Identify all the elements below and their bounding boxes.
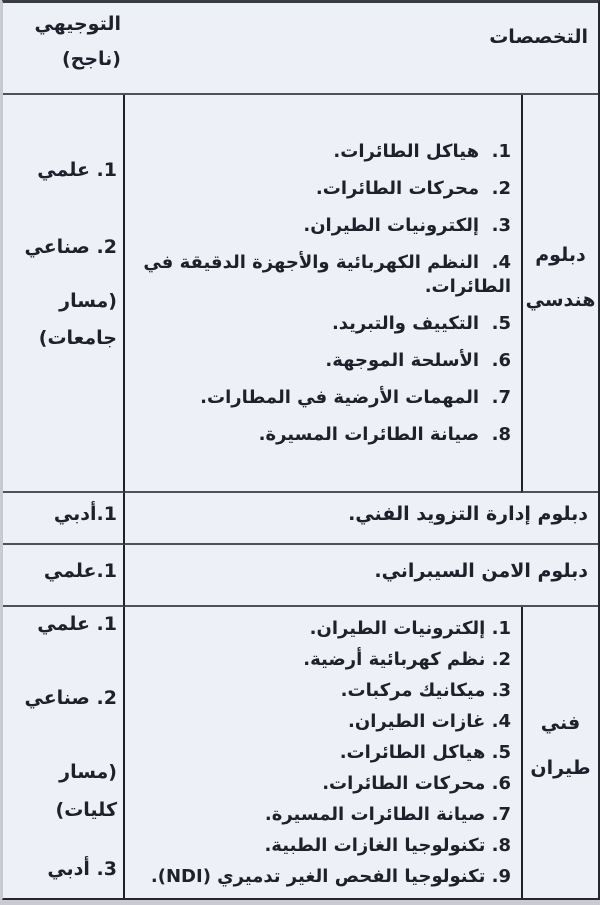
program-label-supply-management: دبلوم إدارة التزويد الفني. — [348, 503, 588, 525]
tawjihi-header-line1: التوجيهي — [34, 13, 121, 35]
list-item: 1. إلكترونيات الطيران. — [309, 617, 511, 639]
list-item: 8. صيانة الطائرات المسيرة. — [258, 423, 511, 445]
list-item: 5. التكييف والتبريد. — [331, 312, 511, 334]
list-item: 4. النظم الكهربائية والأجهزة الدقيقة في الطائرات. — [143, 251, 511, 297]
tawjihi-cell-cyber-security — [3, 545, 125, 607]
list-item: 9. تكنولوجيا الفحص الغير تدميري (NDI). — [150, 865, 511, 887]
program-cell-engineering-diploma — [521, 95, 598, 493]
list-item: 2. محركات الطائرات. — [315, 177, 511, 199]
tawjihi-option: 1.أدبي — [53, 502, 117, 525]
list-item: 3. إلكترونيات الطيران. — [303, 214, 511, 236]
tawjihi-option: 1. علمي — [37, 613, 117, 635]
tawjihi-cell-aviation — [3, 607, 125, 898]
program-label-cyber-security: دبلوم الامن السيبراني. — [374, 560, 588, 582]
tawjihi-cell-engineering — [3, 95, 125, 493]
tawjihi-option: (مسار جامعات) — [38, 289, 117, 349]
specializations-header-label: التخصصات — [489, 26, 588, 48]
program-cell-supply-management-diploma — [125, 493, 598, 545]
list-item: 1. هياكل الطائرات. — [333, 140, 511, 162]
tawjihi-cell-supply-management — [3, 493, 125, 545]
list-item: 4. غازات الطيران. — [348, 710, 511, 732]
specializations-list-engineering — [125, 95, 521, 493]
specializations-table — [2, 0, 600, 900]
tawjihi-option: 1. علمي — [37, 158, 117, 181]
tawjihi-option: 2. صناعي — [24, 687, 117, 709]
list-item: 7. المهمات الأرضية في المطارات. — [200, 386, 511, 408]
tawjihi-header-line2: (ناجح) — [61, 48, 121, 70]
header-cell-tawjihi — [3, 3, 125, 95]
specializations-list-aviation — [125, 607, 521, 898]
header-cell-specializations — [125, 3, 598, 95]
list-item: 2. نظم كهربائية أرضية. — [303, 648, 511, 670]
tawjihi-option: 2. صناعي — [24, 235, 117, 258]
program-cell-aviation-technician — [521, 607, 598, 898]
list-item: 5. هياكل الطائرات. — [339, 741, 511, 763]
list-item: 6. محركات الطائرات. — [322, 772, 511, 794]
program-cell-cyber-security-diploma — [125, 545, 598, 607]
tawjihi-option: 1.علمي — [43, 559, 117, 582]
list-item: 3. ميكانيك مركبات. — [340, 679, 511, 701]
program-label-engineering-diploma: دبلوم هندسي — [525, 244, 596, 311]
list-item: 6. الأسلحة الموجهة. — [325, 349, 511, 371]
tawjihi-option: 3. أدبي — [47, 858, 117, 880]
program-label-aviation-technician: فني طيران — [530, 711, 591, 779]
tawjihi-option: (مسار كليات) — [55, 761, 117, 821]
list-item: 8. تكنولوجيا الغازات الطبية. — [264, 834, 511, 856]
list-item: 7. صيانة الطائرات المسيرة. — [264, 803, 511, 825]
